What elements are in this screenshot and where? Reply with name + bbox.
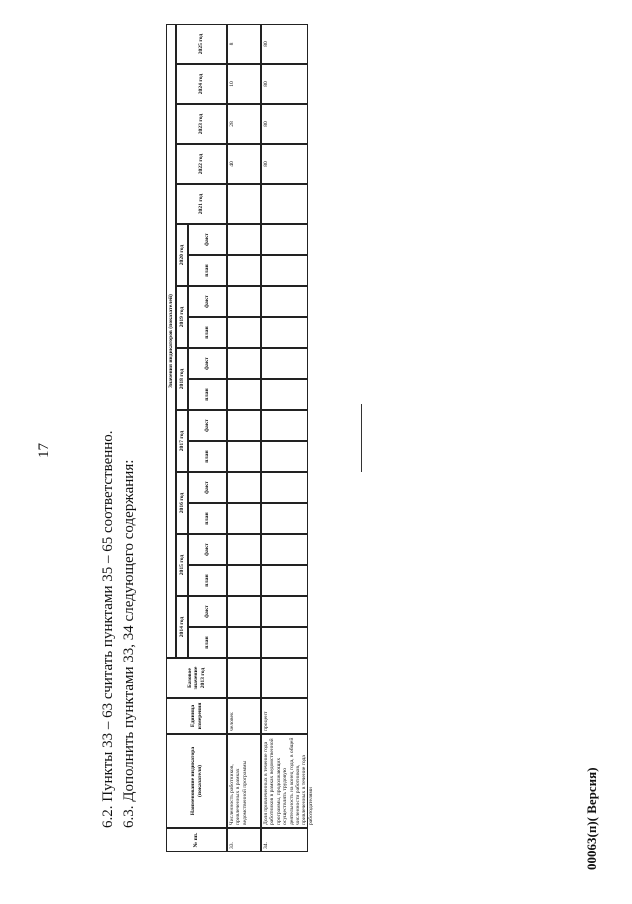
indicators-table — [166, 24, 314, 852]
plan-cell — [227, 317, 261, 348]
value-cell: 80 — [261, 104, 308, 144]
year-header: 2018 год — [176, 348, 188, 410]
plan-cell — [261, 255, 308, 286]
value-cell: 80 — [261, 144, 308, 184]
header-base: Базовое значение 2013 год — [166, 658, 227, 698]
signature-line — [361, 404, 362, 472]
plan-cell — [227, 441, 261, 472]
fact-header: факт — [188, 472, 227, 503]
plan-header: план — [188, 441, 227, 472]
year-header-single: 2021 год — [176, 184, 227, 224]
fact-cell — [261, 410, 308, 441]
plan-header: план — [188, 627, 227, 658]
header-unit: Единица измерения — [166, 698, 227, 734]
plan-cell — [261, 317, 308, 348]
value-cell — [261, 184, 308, 224]
fact-header: факт — [188, 286, 227, 317]
row-unit: человек — [227, 698, 261, 734]
header-values: Значения индикаторов (показателей) — [166, 24, 176, 658]
fact-cell — [227, 596, 261, 627]
fact-header: факт — [188, 348, 227, 379]
value-cell: 40 — [227, 144, 261, 184]
plan-cell — [227, 255, 261, 286]
plan-cell — [261, 627, 308, 658]
fact-cell — [227, 348, 261, 379]
plan-cell — [227, 627, 261, 658]
value-cell: 8 — [227, 24, 261, 64]
row-name: Доля привлеченных в течение года работников в рамках ведомственной программы, продолжающих осуществлять трудовую деятельность на конец года, в общей численности работников, привлеченных в течение года работодателями — [261, 734, 308, 828]
row-name: Численность работников, привлеченных в рамках ведомственной программы — [227, 734, 261, 828]
row-base — [227, 658, 261, 698]
value-cell — [227, 184, 261, 224]
plan-cell — [227, 503, 261, 534]
year-header: 2020 год — [176, 224, 188, 286]
fact-cell — [261, 596, 308, 627]
fact-cell — [227, 472, 261, 503]
plan-header: план — [188, 565, 227, 596]
fact-cell — [227, 534, 261, 565]
fact-cell — [261, 534, 308, 565]
fact-cell — [227, 410, 261, 441]
text-line-6-3: 6.3. Дополнить пунктами 33, 34 следующего содержания: — [121, 459, 137, 828]
fact-cell — [227, 224, 261, 255]
fact-cell — [261, 286, 308, 317]
plan-cell — [261, 565, 308, 596]
fact-header: факт — [188, 224, 227, 255]
plan-cell — [227, 379, 261, 410]
plan-cell — [261, 503, 308, 534]
plan-header: план — [188, 255, 227, 286]
year-header: 2019 год — [176, 286, 188, 348]
fact-cell — [261, 472, 308, 503]
year-header: 2017 год — [176, 410, 188, 472]
year-header-single: 2023 год — [176, 104, 227, 144]
text-line-6-2: 6.2. Пункты 33 – 63 считать пунктами 35 – 65 соответственно. — [100, 430, 116, 828]
row-base — [261, 658, 308, 698]
document-footer-code: 00063(п)( Версия) — [584, 767, 599, 870]
row-number: 34. — [261, 828, 308, 852]
year-header-single: 2022 год — [176, 144, 227, 184]
plan-cell — [227, 565, 261, 596]
plan-cell — [261, 441, 308, 472]
fact-cell — [261, 348, 308, 379]
plan-header: план — [188, 379, 227, 410]
header-name: Наименование индикатора (показателя) — [166, 734, 227, 828]
fact-cell — [227, 286, 261, 317]
row-number: 33. — [227, 828, 261, 852]
fact-header: факт — [188, 596, 227, 627]
row-unit: процент — [261, 698, 308, 734]
value-cell: 28 — [227, 104, 261, 144]
plan-header: план — [188, 317, 227, 348]
fact-cell — [261, 224, 308, 255]
year-header: 2015 год — [176, 534, 188, 596]
year-header-single: 2025 год — [176, 24, 227, 64]
value-cell: 80 — [261, 64, 308, 104]
page-number: 17 — [36, 443, 52, 458]
year-header: 2014 год — [176, 596, 188, 658]
year-header: 2016 год — [176, 472, 188, 534]
year-header-single: 2024 год — [176, 64, 227, 104]
header-no: № пп. — [166, 828, 227, 852]
plan-header: план — [188, 503, 227, 534]
plan-cell — [261, 379, 308, 410]
value-cell: 10 — [227, 64, 261, 104]
value-cell: 80 — [261, 24, 308, 64]
fact-header: факт — [188, 410, 227, 441]
fact-header: факт — [188, 534, 227, 565]
